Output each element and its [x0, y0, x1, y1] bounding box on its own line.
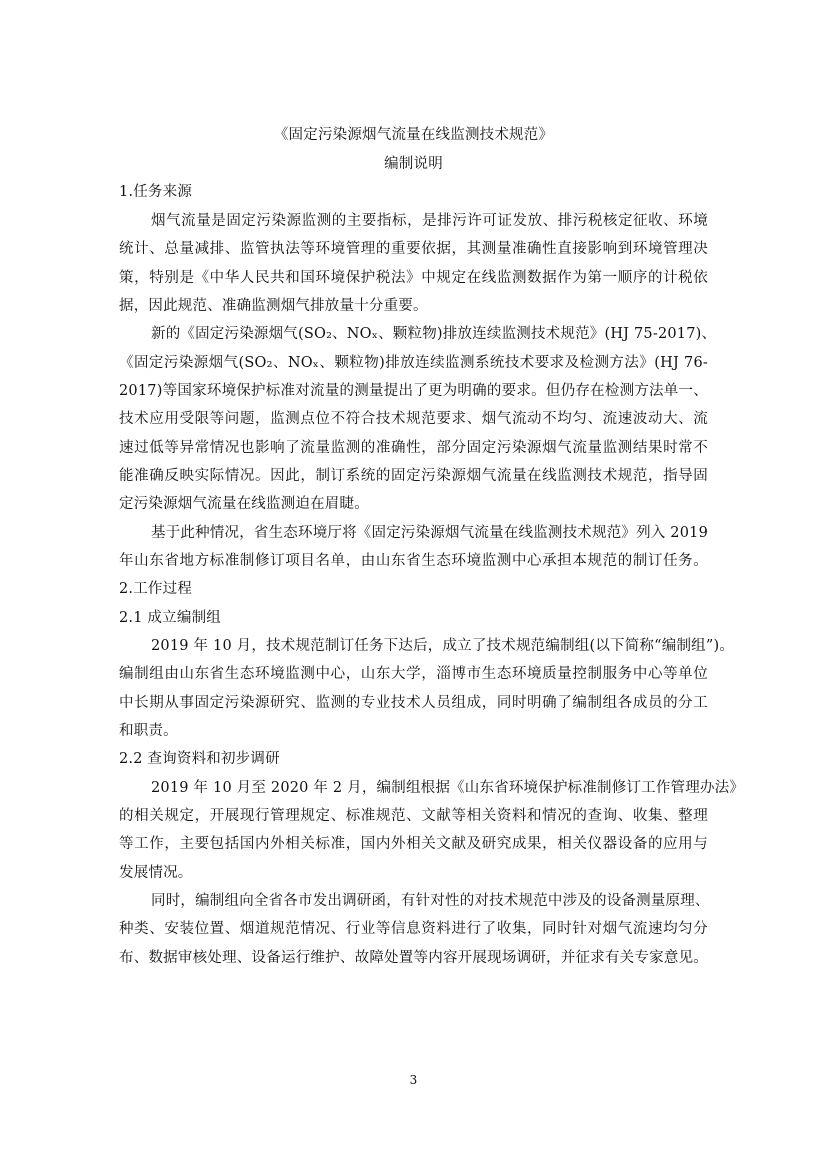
- page-number: 3: [409, 1073, 418, 1087]
- paragraph-line: 2019 年 10 月，技术规范制订任务下达后，成立了技术规范编制组(以下简称“编制组”)。: [151, 638, 735, 654]
- paragraph-line: 2019 年 10 月至 2020 年 2 月，编制组根据《山东省环境保护标准制修订工作管理办法》: [151, 780, 745, 796]
- paragraph-line: 编制组由山东省生态环境监测中心，山东大学，淄博市生态环境质量控制服务中心等单位: [119, 666, 708, 682]
- paragraph-line: 和职责。: [119, 723, 178, 739]
- section-heading: 1.任务来源: [119, 184, 193, 200]
- subsection-heading: 2.1 成立编制组: [119, 610, 221, 626]
- paragraph-line: 技术应用受限等问题，监测点位不符合技术规范要求、烟气流动不均匀、流速波动大、流: [119, 411, 708, 427]
- paragraph-line: 《固定污染源烟气(SO₂、NOₓ、颗粒物)排放连续监测系统技术要求及检测方法》(HJ 76-: [119, 355, 708, 371]
- paragraph-line: 新的《固定污染源烟气(SO₂、NOₓ、颗粒物)排放连续监测技术规范》(HJ 75-2017)、: [151, 326, 717, 342]
- paragraph-line: 基于此种情况，省生态环境厅将《固定污染源烟气流量在线监测技术规范》列入 2019: [151, 525, 709, 541]
- paragraph-line: 速过低等异常情况也影响了流量监测的准确性，部分固定污染源烟气流量监测结果时常不: [119, 440, 708, 456]
- paragraph-line: 据，因此规范、准确监测烟气排放量十分重要。: [119, 298, 428, 314]
- paragraph-line: 定污染源烟气流量在线监测迫在眉睫。: [119, 496, 369, 512]
- paragraph-line: 等工作，主要包括国内外相关标准，国内外相关文献及研究成果，相关仪器设备的应用与: [119, 836, 708, 852]
- paragraph-line: 种类、安装位置、烟道规范情况、行业等信息资料进行了收集，同时针对烟气流速均匀分: [119, 921, 708, 937]
- paragraph-line: 策，特别是《中华人民共和国环境保护税法》中规定在线监测数据作为第一顺序的计税依: [119, 270, 708, 286]
- paragraph-line: 能准确反映实际情况。因此，制订系统的固定污染源烟气流量在线监测技术规范，指导固: [119, 468, 708, 484]
- subsection-heading: 2.2 查询资料和初步调研: [119, 751, 280, 767]
- paragraph-line: 发展情况。: [119, 865, 193, 881]
- paragraph-line: 烟气流量是固定污染源监测的主要指标，是排污许可证发放、排污税核定征收、环境: [151, 213, 708, 229]
- paragraph-line: 布、数据审核处理、设备运行维护、故障处置等内容开展现场调研，并征求有关专家意见。: [119, 950, 708, 966]
- section-heading: 2.工作过程: [119, 581, 193, 597]
- document-subtitle: 编制说明: [384, 156, 443, 172]
- paragraph-line: 的相关规定，开展现行管理规定、标准规范、文献等相关资料和情况的查询、收集、整理: [119, 808, 708, 824]
- paragraph-line: 年山东省地方标准制修订项目名单，由山东省生态环境监测中心承担本规范的制订任务。: [119, 553, 708, 569]
- paragraph-line: 2017)等国家环境保护标准对流量的测量提出了更为明确的要求。但仍存在检测方法单一、: [119, 383, 708, 399]
- paragraph-line: 同时，编制组向全省各市发出调研函，有针对性的对技术规范中涉及的设备测量原理、: [151, 893, 710, 909]
- paragraph-line: 中长期从事固定污染源研究、监测的专业技术人员组成，同时明确了编制组各成员的分工: [119, 695, 708, 711]
- document-title: 《固定污染源烟气流量在线监测技术规范》: [273, 127, 554, 143]
- paragraph-line: 统计、总量减排、监管执法等环境管理的重要依据，其测量准确性直接影响到环境管理决: [119, 241, 708, 257]
